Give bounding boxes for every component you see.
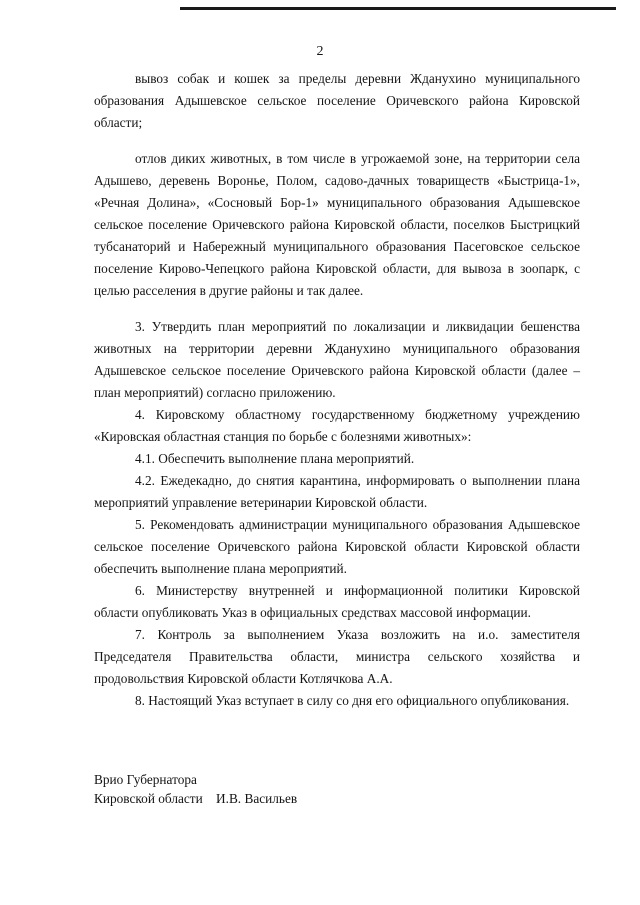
signatory-title: Врио Губернатора	[94, 772, 197, 787]
paragraph-item-4-2: 4.2. Ежедекадно, до снятия карантина, информировать о выполнении плана мероприятий управление ветеринарии Кировской области.	[94, 473, 580, 510]
paragraph-item-5: 5. Рекомендовать администрации муниципального образования Адышевское сельское поселение Оричевского района Кировской области Кировской области обеспечить выполнение плана мероприятий.	[94, 517, 580, 576]
paragraph-item-4-1: 4.1. Обеспечить выполнение плана мероприятий.	[135, 451, 415, 466]
page-number: 2	[316, 44, 324, 59]
top-border-line	[180, 7, 616, 10]
document-body	[94, 68, 580, 712]
paragraph-item-7: 7. Контроль за выполнением Указа возложить на и.о. заместителя Председателя Правительства области, министра сельского хозяйства и продовольствия Кировской области Котлячкова А.А.	[94, 627, 580, 686]
paragraph-dog-cat-removal: вывоз собак и кошек за пределы деревни Жданухино муниципального образования Адышевское сельское поселение Оричевского района Кировской области;	[94, 71, 580, 130]
signatory-line	[94, 789, 297, 808]
signature-block	[94, 770, 297, 808]
paragraph-wild-animal-capture: отлов диких животных, в том числе в угрожаемой зоне, на территории села Адышево, деревень Воронье, Полом, садово-дачных товариществ «Быстрица-1», «Речная Долина», «Сосновый Бор-1» муниципального образования Адышевское сельское поселение Оричевского района Кировской области, поселков Быстрицкий тубсанаторий и Набережный муниципального образования Пасеговское сельское поселение Кирово-Чепецкого района Кировской области, для вывоза в зоопарк, с целью расселения в другие районы и так далее.	[94, 151, 580, 298]
paragraph-item-3: 3. Утвердить план мероприятий по локализации и ликвидации бешенства животных на территории деревни Жданухино муниципального образования Адышевское сельское поселение Оричевского района Кировской области (далее – план мероприятий) согласно приложению.	[94, 319, 580, 400]
paragraph-item-4: 4. Кировскому областному государственному бюджетному учреждению «Кировская областная станция по борьбе с болезнями животных»:	[94, 407, 580, 444]
signatory-region: Кировской области	[94, 791, 203, 806]
signatory-name: И.В. Васильев	[216, 791, 298, 806]
paragraph-item-8: 8. Настоящий Указ вступает в силу со дня его официального опубликования.	[135, 693, 570, 708]
paragraph-item-6: 6. Министерству внутренней и информационной политики Кировской области опубликовать Указ в официальных средствах массовой информации.	[94, 583, 580, 620]
